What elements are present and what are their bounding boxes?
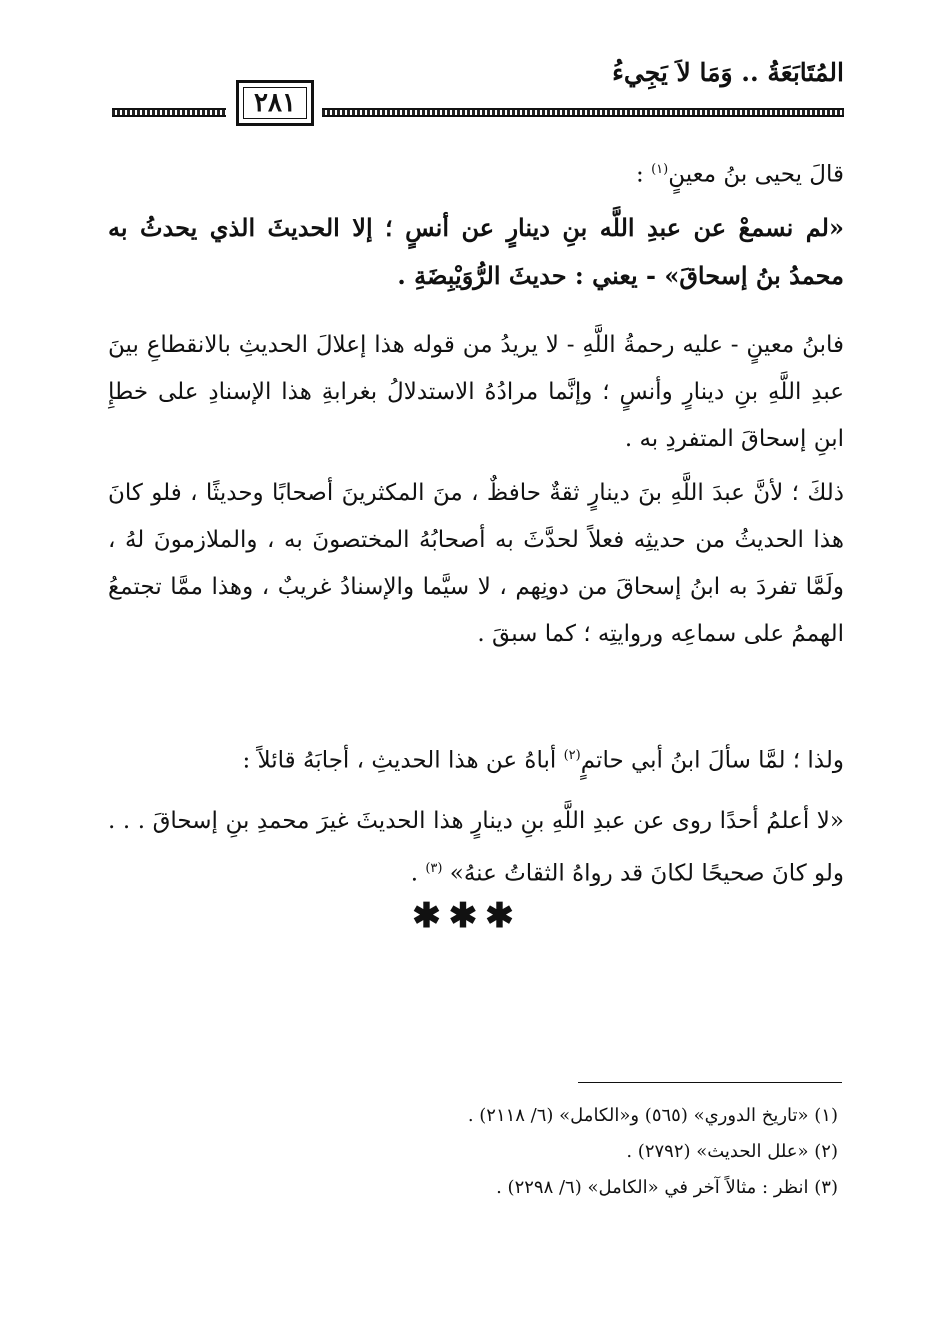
quote-abu-hatim <box>108 798 844 898</box>
paragraph-commentary: فابنُ معينٍ - عليه رحمةُ اللَّهِ - لا يريدُ من قوله هذا إعلالَ الحديثِ بالانقطاعِ بينَ عبدِ اللَّهِ بنِ دينارٍ وأنسٍ ؛ وإنَّما مرادُهُ الاستدلالُ بغرابةِ هذا الإسنادِ على خطإِ ابنِ إسحاقَ المتفردِ به . <box>108 332 844 452</box>
page-number-box <box>236 80 314 126</box>
paragraph-abu-hatim <box>108 732 844 785</box>
footnote-ref-2: (٢) <box>563 748 581 763</box>
footnotes-block <box>138 1098 838 1206</box>
footnote-2: (٢) «علل الحديث» (٢٧٩٢) . <box>626 1141 838 1162</box>
para3-text-a: ولذا ؛ لمَّا سألَ ابنُ أبي حاتمٍ <box>580 747 844 774</box>
narrator-line <box>108 146 844 199</box>
footnote-1: (١) «تاريخ الدوري» (٥٦٥) و«الكامل» (٦/ ٢١١٨) . <box>467 1105 838 1126</box>
page-number: ٢٨١ <box>254 88 296 118</box>
footnote-ref-3: (٣) <box>425 861 443 876</box>
header-rule-left <box>112 108 226 117</box>
running-header-title: المُتَابَعَةُ .. وَمَا لاَ يَجِيءُ <box>612 58 844 87</box>
quote2-text: «لا أعلمُ أحدًا روى عن عبدِ اللَّهِ بنِ دينارٍ هذا الحديثَ غيرَ محمدِ بنِ إسحاقَ . . . ولو كانَ صحيحًا لكانَ قد رواهُ الثقاتُ عنهُ» <box>108 808 844 887</box>
footnote-3: (٣) انظر : مثالاً آخر في «الكامل» (٦/ ٢٢٩٨) . <box>496 1177 838 1198</box>
paragraph-reasoning: ذلكَ ؛ لأنَّ عبدَ اللَّهِ بنَ دينارٍ ثقةٌ حافظٌ ، منَ المكثرينَ أصحابًا وحديثًا ، فلو كانَ هذا الحديثُ من حديثِه فعلاً لحدَّثَ به أصحابُهُ المختصونَ به ، والملازمونَ لهُ ، ولَمَّا تفردَ به ابنُ إسحاقَ من دونِهم ، لا سيَّما والإسنادُ غريبٌ ، وهذا ممَّا تجتمعُ الهممُ على سماعِه وروايتِه ؛ كما سبقَ . <box>108 480 844 647</box>
para3-text-b: أباهُ عن هذا الحديثِ ، أجابَهُ قائلاً : <box>242 747 557 774</box>
narrator-colon: : <box>636 161 644 188</box>
footnote-divider <box>578 1082 842 1083</box>
quote-ibn-maeen: «لم نسمعْ عن عبدِ اللَّه بنِ دينارٍ عن أنسٍ ؛ إلا الحديثَ الذي يحدثُ به محمدُ بنُ إسحاقَ» - يعني : حديثَ الرُّوَيْبِضَةِ . <box>108 213 844 290</box>
quote2-end: . <box>410 860 418 887</box>
header-rule-right <box>322 108 844 117</box>
section-separator: ✱✱✱ <box>412 896 522 936</box>
narrator-text: قالَ يحيى بنُ معينٍ <box>668 161 844 188</box>
footnote-ref-1: (١) <box>651 162 669 177</box>
